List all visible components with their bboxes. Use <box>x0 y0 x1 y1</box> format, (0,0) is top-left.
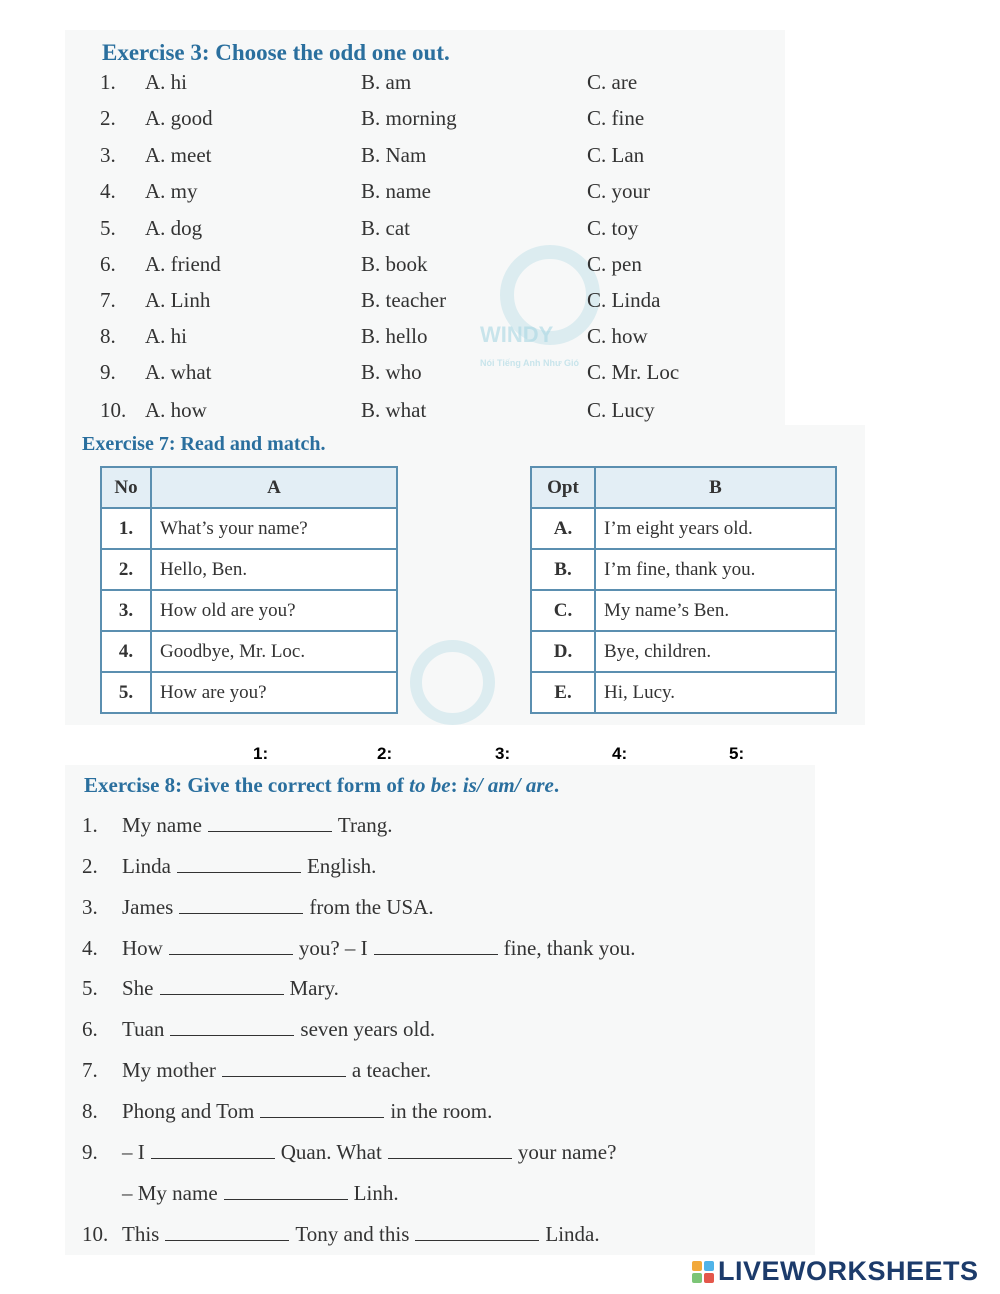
table-b-header-opt: Opt <box>531 467 595 508</box>
exercise3-option-c: C. how <box>587 324 648 348</box>
exercise3-option-c: C. toy <box>587 216 639 240</box>
exercise8-text: Trang. <box>337 813 393 837</box>
table-b-opt: D. <box>531 631 595 672</box>
match-table-b <box>530 466 837 714</box>
exercise8-text: Linda <box>122 854 171 878</box>
exercise3-title: Exercise 3: Choose the odd one out. <box>102 40 450 65</box>
exercise3-num: 10. <box>100 398 127 422</box>
exercise8-row <box>82 813 393 838</box>
exercise3-option-a: A. meet <box>145 143 212 167</box>
exercise3-option-b: B. book <box>361 252 428 276</box>
exercise8-title <box>84 773 559 798</box>
answer-blank[interactable] <box>222 1058 346 1077</box>
exercise8-text: fine, thank you. <box>503 936 636 960</box>
table-b-opt: E. <box>531 672 595 713</box>
answer-blank[interactable] <box>208 813 332 832</box>
exercise8-text: English. <box>306 854 377 878</box>
logo-square-1 <box>692 1261 702 1271</box>
exercise8-text: seven years old. <box>300 1017 436 1041</box>
exercise3-option-a: A. good <box>145 106 213 130</box>
table-b-opt: C. <box>531 590 595 631</box>
exercise8-text: Tuan <box>122 1017 165 1041</box>
exercise3-option-b: B. teacher <box>361 288 447 312</box>
table-a-row <box>101 672 397 713</box>
exercise8-number: 4. <box>82 936 98 960</box>
table-a-row <box>101 590 397 631</box>
exercise3-option-b: B. am <box>361 70 412 94</box>
table-a-no: 3. <box>101 590 151 631</box>
exercise3-num: 1. <box>100 70 116 94</box>
exercise3-option-c: C. pen <box>587 252 642 276</box>
exercise3-option-a: A. what <box>145 360 212 384</box>
table-a-row <box>101 549 397 590</box>
table-b-row <box>531 631 836 672</box>
exercise8-title-end: . <box>553 773 560 797</box>
answer-blank[interactable] <box>224 1181 348 1200</box>
exercise8-title-italic: to be <box>409 773 451 797</box>
exercise8-row <box>82 1181 399 1206</box>
exercise8-row <box>82 1099 492 1124</box>
answer-blank[interactable] <box>169 936 293 955</box>
exercise3-option-a: A. dog <box>145 216 203 240</box>
exercise3-num: 7. <box>100 288 116 312</box>
table-a-no: 2. <box>101 549 151 590</box>
exercise8-number: 8. <box>82 1099 98 1123</box>
table-a-text: Hello, Ben. <box>151 549 397 590</box>
exercise8-title-prefix: Exercise 8: Give the correct form of <box>84 773 410 797</box>
answer-blank[interactable] <box>151 1140 275 1159</box>
exercise8-number: 5. <box>82 976 98 1000</box>
table-a-row <box>101 631 397 672</box>
exercise8-text: Mary. <box>289 976 339 1000</box>
answer-blank[interactable] <box>179 895 303 914</box>
exercise3-num: 4. <box>100 179 116 203</box>
exercise3-option-a: A. hi <box>145 324 187 348</box>
exercise3-option-c: C. your <box>587 179 650 203</box>
logo-square-3 <box>692 1273 702 1283</box>
exercise3-option-c: C. Lucy <box>587 398 655 422</box>
exercise8-number: 2. <box>82 854 98 878</box>
liveworksheets-logo <box>692 1256 979 1287</box>
exercise8-text: She <box>122 976 154 1000</box>
exercise3-option-a: A. hi <box>145 70 187 94</box>
exercise8-row <box>82 1058 431 1083</box>
exercise8-title-mid: : <box>450 773 463 797</box>
exercise8-row <box>82 895 434 920</box>
exercise8-text: James <box>122 895 174 919</box>
table-b-text: My name’s Ben. <box>595 590 836 631</box>
exercise8-row <box>82 854 376 879</box>
table-b-opt: B. <box>531 549 595 590</box>
answer-blank[interactable] <box>374 936 498 955</box>
exercise3-option-c: C. Lan <box>587 143 645 167</box>
exercise3-option-b: B. who <box>361 360 422 384</box>
exercise8-text: – My name <box>122 1181 218 1205</box>
exercise3-option-b: B. name <box>361 179 431 203</box>
exercise3-num: 6. <box>100 252 116 276</box>
answer-blank[interactable] <box>165 1222 289 1241</box>
watermark-swirl-icon-small <box>410 640 495 725</box>
exercise3-num: 8. <box>100 324 116 348</box>
answer-blank[interactable] <box>260 1099 384 1118</box>
exercise8-title-forms: is/ am/ are <box>462 773 554 797</box>
exercise3-option-b: B. morning <box>361 106 457 130</box>
exercise3-num: 3. <box>100 143 116 167</box>
answer-blank[interactable] <box>170 1017 294 1036</box>
exercise8-text: in the room. <box>390 1099 493 1123</box>
answer-blank[interactable] <box>177 854 301 873</box>
exercise8-text: My name <box>122 813 202 837</box>
exercise3-option-a: A. friend <box>145 252 221 276</box>
exercise8-text: Tony and this <box>295 1222 410 1246</box>
answer-label-4[interactable]: 4: <box>612 744 628 763</box>
exercise8-text: a teacher. <box>351 1058 432 1082</box>
exercise3-option-c: C. fine <box>587 106 645 130</box>
table-a-no: 1. <box>101 508 151 549</box>
watermark-subtext: Nói Tiếng Anh Như Gió <box>480 358 580 368</box>
exercise8-number: 9. <box>82 1140 98 1164</box>
exercise3-option-c: C. are <box>587 70 638 94</box>
exercise3-option-a: A. my <box>145 179 198 203</box>
answer-label-2[interactable]: 2: <box>377 744 393 763</box>
exercise8-number: 6. <box>82 1017 98 1041</box>
exercise8-text: Linda. <box>545 1222 600 1246</box>
table-a-text: How are you? <box>151 672 397 713</box>
exercise3-option-b: B. what <box>361 398 427 422</box>
exercise8-number: 3. <box>82 895 98 919</box>
exercise8-number: 7. <box>82 1058 98 1082</box>
exercise3-option-c: C. Mr. Loc <box>587 360 680 384</box>
table-b-header-b: B <box>595 467 836 508</box>
table-a-header-a: A <box>151 467 397 508</box>
exercise3-num: 2. <box>100 106 116 130</box>
table-a-text: What’s your name? <box>151 508 397 549</box>
exercise8-text: you? – I <box>298 936 368 960</box>
table-b-row <box>531 590 836 631</box>
exercise3-option-c: C. Linda <box>587 288 661 312</box>
answer-label-1[interactable]: 1: <box>253 744 269 763</box>
liveworksheets-logo-icon <box>692 1261 714 1283</box>
exercise8-text: your name? <box>517 1140 617 1164</box>
exercise8-text: How <box>122 936 163 960</box>
exercise8-text: Phong and Tom <box>122 1099 255 1123</box>
exercise8-row <box>82 936 635 961</box>
exercise3-option-b: B. Nam <box>361 143 427 167</box>
exercise3-option-b: B. hello <box>361 324 428 348</box>
exercise8-row <box>82 1140 616 1165</box>
table-b-text: Hi, Lucy. <box>595 672 836 713</box>
exercise7-title: Exercise 7: Read and match. <box>82 433 326 455</box>
table-a-no: 5. <box>101 672 151 713</box>
answer-blank[interactable] <box>160 976 284 995</box>
exercise8-text: – I <box>122 1140 145 1164</box>
answer-blank[interactable] <box>415 1222 539 1241</box>
exercise8-row <box>82 1017 435 1042</box>
answer-blank[interactable] <box>388 1140 512 1159</box>
table-b-text: I’m eight years old. <box>595 508 836 549</box>
answer-label-5[interactable]: 5: <box>729 744 745 763</box>
exercise8-number: 1. <box>82 813 98 837</box>
table-b-text: I’m fine, thank you. <box>595 549 836 590</box>
table-b-row <box>531 508 836 549</box>
exercise8-number: 10. <box>82 1222 109 1246</box>
exercise8-text: This <box>122 1222 160 1246</box>
table-a-header-no: No <box>101 467 151 508</box>
watermark-text: WINDY <box>480 322 554 347</box>
exercise3-option-a: A. Linh <box>145 288 211 312</box>
answer-label-3[interactable]: 3: <box>495 744 511 763</box>
logo-square-2 <box>704 1261 714 1271</box>
exercise8-text: Linh. <box>353 1181 399 1205</box>
table-b-opt: A. <box>531 508 595 549</box>
exercise8-row <box>82 976 339 1001</box>
exercise8-text: My mother <box>122 1058 216 1082</box>
exercise3-option-a: A. how <box>145 398 207 422</box>
exercise8-text: Quan. What <box>280 1140 382 1164</box>
table-a-text: How old are you? <box>151 590 397 631</box>
table-a-no: 4. <box>101 631 151 672</box>
exercise8-text: from the USA. <box>309 895 434 919</box>
table-b-text: Bye, children. <box>595 631 836 672</box>
table-b-row <box>531 672 836 713</box>
match-table-a <box>100 466 398 714</box>
exercise3-option-b: B. cat <box>361 216 410 240</box>
logo-text: LIVEWORKSHEETS <box>718 1256 979 1286</box>
table-b-row <box>531 549 836 590</box>
logo-square-4 <box>704 1273 714 1283</box>
table-a-text: Goodbye, Mr. Loc. <box>151 631 397 672</box>
exercise3-num: 5. <box>100 216 116 240</box>
exercise3-num: 9. <box>100 360 116 384</box>
exercise8-row <box>82 1222 600 1247</box>
table-a-row <box>101 508 397 549</box>
